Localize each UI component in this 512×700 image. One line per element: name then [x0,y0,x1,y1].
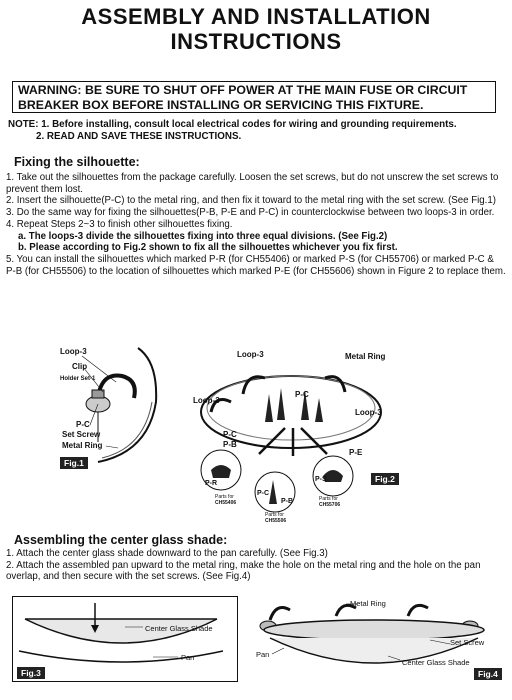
section2-heading: Assembling the center glass shade: [14,533,228,547]
fig2-loop-left: Loop-3 [193,396,220,405]
warning-box: WARNING: BE SURE TO SHUT OFF POWER AT THE MAIN FUSE OR CIRCUIT BREAKER BOX BEFORE INSTALLING OR SERVICING THIS FIXTURE. [12,81,496,113]
fig2-loop-top: Loop-3 [237,350,264,359]
section2-steps [6,548,506,583]
fig2-parts2: Parts for [265,512,284,518]
fig3-pan-label: Pan [181,653,195,662]
fig2-pc-top: P-C [295,390,309,399]
step-5: 5. You can install the silhouettes which marked P-R (for CH55406) or marked P-S (for CH55706) or marked P-C & P-B (for CH55506) to the location of silhouettes which marked P-E (for CH55606) shown in Figure 2 to replace them. [6,253,506,277]
note-1: NOTE: 1. Before installing, consult local electrical codes for wiring and grounding requirements. [8,119,457,130]
fig2-ch1: CH55406 [215,500,237,506]
fig2-loop-right: Loop-3 [355,408,382,417]
page-title-line1: ASSEMBLY AND INSTALLATION [81,4,431,29]
fig4-ring-label: Metal Ring [350,599,386,608]
fig2-pb: P-B [223,440,237,449]
fig2-pb2: P-B [281,498,294,505]
fig2-parts-ch55406 [215,494,236,506]
substep-b: b. Please according to Fig.2 shown to fix all the silhouettes whichever you fix first. [18,242,398,254]
fig1-clip-label: Clip [72,362,88,371]
figure-4 [250,596,502,682]
fig2-tag: Fig.2 [371,473,399,485]
fig1-screw-label: Set Screw [62,430,101,439]
fig3-shade-label: Center Glass Shade [145,624,213,633]
figure-2 [185,342,397,528]
fig2-pr: P-R [205,480,218,487]
fig1-pc-label: P-C [76,420,90,429]
section1-steps [6,172,506,277]
section2-step-1: 1. Attach the center glass shade downward to the pan carefully. (See Fig.3) [6,548,328,559]
fig2-parts-ch55706 [319,496,340,508]
fig2-parts1: Parts for [215,494,234,500]
step-4: 4. Repeat Steps 2~3 to finish other silhouettes fixing. [6,218,233,230]
figure-3 [12,596,238,682]
fig2-ch3: CH55706 [319,502,341,508]
fig2-parts-ch55506 [265,512,286,524]
fig1-tag: Fig.1 [60,457,88,469]
section2-step-2: 2. Attach the assembled pan upward to the metal ring, make the hole on the metal ring and the hole on the pan overlap, and then secure with the set screws. (See Fig.4) [6,559,481,583]
fig4-screw-label: Set Screw [450,638,485,647]
fig2-parts3: Parts for [319,496,338,502]
step-1: 1. Take out the silhouettes from the package carefully. Loosen the set screws, but do not unscrew the set screws to prevent them lost. [6,172,499,195]
step-2: 2. Insert the silhouette(P-C) to the metal ring, and then fix it toward to the metal ring with the set screw. (See Fig.1) [6,195,496,207]
fig2-pc2: P-C [257,490,270,497]
notes [8,119,457,143]
figure-3-drawing [13,597,237,681]
figure-1 [58,342,168,472]
fig4-pan-label: Pan [256,650,270,659]
fig2-pe: P-E [349,448,363,457]
fig3-tag: Fig.3 [17,667,45,679]
fig4-tag: Fig.4 [474,668,502,680]
note-2: 2. READ AND SAVE THESE INSTRUCTIONS. [36,131,242,142]
fig2-metal-ring: Metal Ring [345,352,386,361]
fig1-ring-label: Metal Ring [62,441,103,450]
fig1-loop-label: Loop-3 [60,347,87,356]
page-title-line2: INSTRUCTIONS [170,29,342,54]
substep-a: a. The loops-3 divide the silhouettes fixing into three equal divisions. (See Fig.2) [18,230,388,242]
fig2-pc-left: P-C [223,430,237,439]
fig4-shade-label: Center Glass Shade [402,658,470,667]
section1-heading: Fixing the silhouette: [14,155,140,169]
fig2-ch2: CH55506 [265,518,287,524]
step-3: 3. Do the same way for fixing the silhouettes(P-B, P-E and P-C) in counterclockwise between two loops-3 in order. [6,207,495,219]
fig2-ps: P-S [315,476,327,483]
fig1-holder-label: Holder Set-1 [60,376,96,382]
